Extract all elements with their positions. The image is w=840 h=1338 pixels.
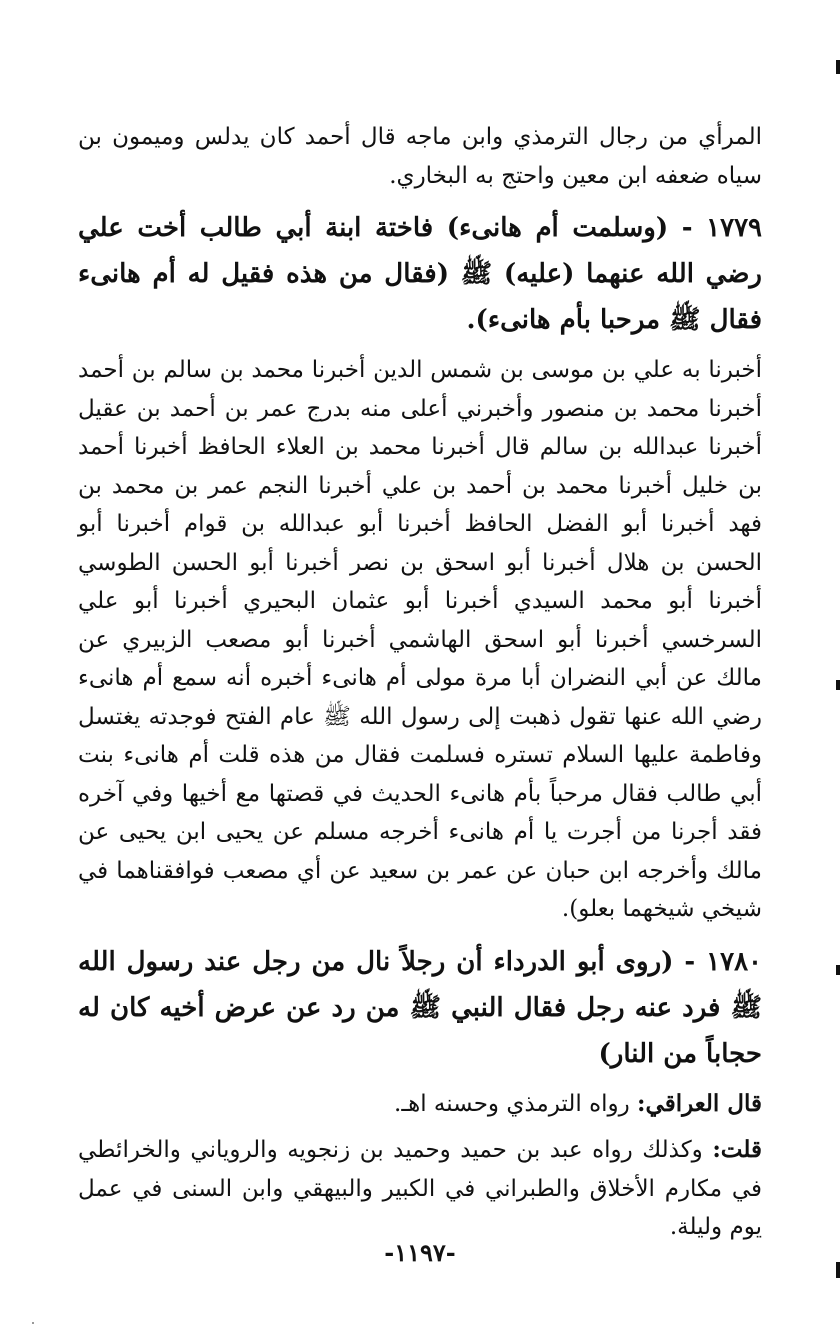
iraqi-label: قال العراقي: bbox=[637, 1089, 762, 1117]
page-edge-mark bbox=[836, 60, 840, 74]
entry-1779-heading-text: (وسلمت أم هانىء) فاختة ابنة أبي طالب أخت علي رضي الله عنهما (عليه) ﷺ (فقال من هذه فقيل له أم هانىء فقال ﷺ مرحبا بأم هانىء). bbox=[78, 213, 762, 335]
page-content bbox=[78, 118, 762, 1247]
iraqi-note bbox=[78, 1085, 762, 1124]
iraqi-text: رواه الترمذي وحسنه اهـ. bbox=[394, 1090, 630, 1117]
qult-label: قلت: bbox=[712, 1136, 762, 1163]
page-edge-mark bbox=[836, 965, 840, 975]
page-number: -١١٩٧- bbox=[384, 1238, 456, 1267]
entry-1779-body: أخبرنا به علي بن موسى بن شمس الدين أخبرنا محمد بن سالم بن أحمد أخبرنا محمد بن منصور وأخبرني أعلى منه بدرج عمر بن أحمد بن عقيل أخبرنا عبدالله بن سالم قال أخبرنا محمد بن العلاء الحافظ أخبرنا أحمد بن خليل أخبرنا محمد بن أحمد بن علي أخبرنا النجم عمر بن محمد بن فهد أخبرنا أبو الفضل الحافظ أخبرنا أبو عبدالله بن قوام أخبرنا أبو الحسن بن هلال أخبرنا أبو اسحق بن نصر أخبرنا أبو الحسن الطوسي أخبرنا أبو محمد السيدي أخبرنا أبو عثمان البحيري أخبرنا أبو علي السرخسي أخبرنا أبو اسحق الهاشمي أخبرنا أبو مصعب الزبيري عن مالك عن أبي النضران أبا مرة مولى أم هانىء أخبره أنه سمع أم هانىء رضي الله عنها تقول ذهبت إلى رسول الله ﷺ عام الفتح فوجدته يغتسل وفاطمة عليها السلام تستره فسلمت فقال من هذه قلت أم هانىء بنت أبي طالب فقال مرحباً بأم هانىء الحديث في قصتها مع أخيها وفي آخره فقد أجرنا من أجرت يا أم هانىء أخرجه مسلم عن يحيى ابن يحيى عن مالك وأخرجه ابن حبان عن عمر بن سعيد عن أي مصعب فوافقناهما في شيخي شيخهما بعلو). bbox=[78, 357, 762, 922]
qult-text: وكذلك رواه عبد بن حميد وحميد بن زنجويه والروياني والخرائطي في مكارم الأخلاق والطبراني في الكبير والبيهقي وابن السنى في عمل يوم وليلة. bbox=[78, 1137, 762, 1240]
intro-paragraph: المرأي من رجال الترمذي وابن ماجه قال أحمد كان يدلس وميمون بن سياه ضعفه ابن معين واحتج به البخاري. bbox=[78, 124, 762, 189]
page-edge-mark bbox=[836, 680, 840, 690]
entry-1779-number: ١٧٧٩ - bbox=[681, 213, 763, 243]
entry-1779-heading bbox=[78, 205, 762, 343]
entry-1780-heading bbox=[78, 939, 762, 1077]
qult-note bbox=[78, 1131, 762, 1247]
page-edge-mark bbox=[836, 1262, 840, 1278]
entry-1780-number: ١٧٨٠ - bbox=[684, 946, 762, 977]
scan-speck bbox=[32, 1322, 34, 1324]
entry-1780-heading-text: (روى أبو الدرداء أن رجلاً نال من رجل عند رسول الله ﷺ فرد عنه رجل فقال النبي ﷺ من رد عن عرض أخيه كان له حجاباً من النار) bbox=[78, 946, 762, 1069]
